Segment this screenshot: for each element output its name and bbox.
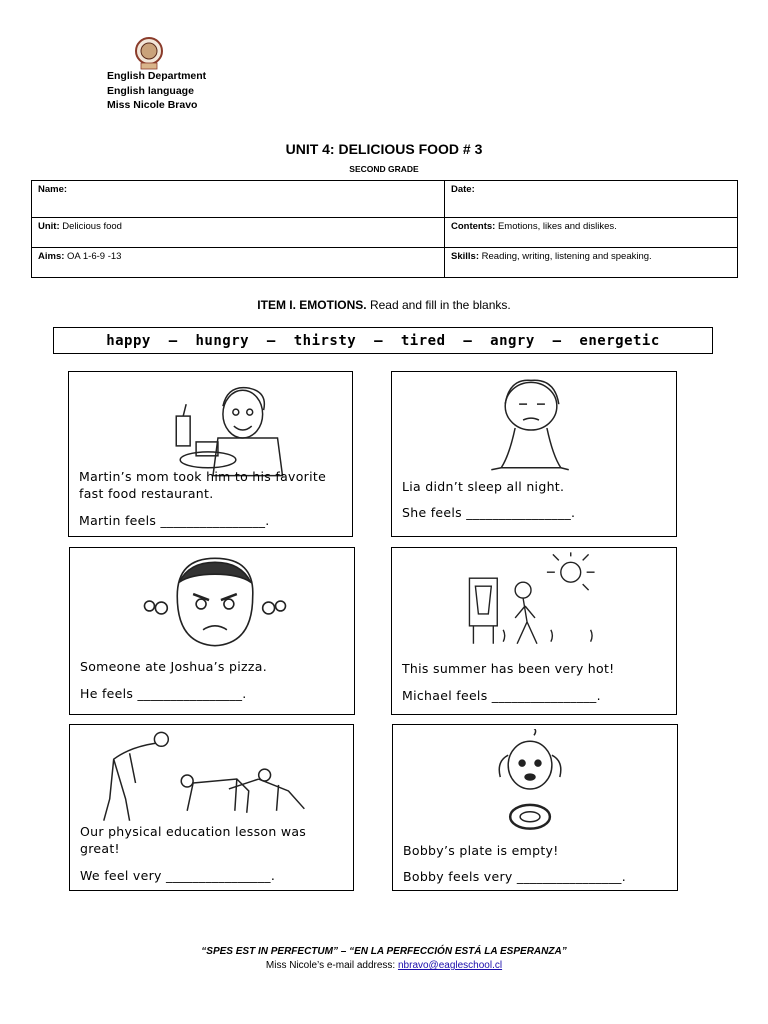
contents-label: Contents: [451, 221, 496, 232]
unit-value: Delicious food [62, 221, 122, 232]
skills-value: Reading, writing, listening and speaking. [481, 251, 652, 262]
card-sentence: Martin’s mom took him to his favorite fast food restaurant. [79, 469, 327, 501]
word-bank-text: happy – hungry – thirsty – tired – angry – energetic [106, 332, 660, 349]
student-info-table [31, 180, 738, 278]
date-label: Date: [451, 184, 475, 195]
card-sentence: Our physical education lesson was great! [80, 824, 307, 856]
card-sentence: Bobby’s plate is empty! [403, 843, 559, 858]
card-sentence: Someone ate Joshua’s pizza. [80, 659, 267, 674]
hot-summer-thirsty-man-illustration [392, 552, 676, 660]
item-heading-instructions: Read and fill in the blanks. [366, 298, 511, 312]
school-crest-logo [132, 36, 166, 70]
item-heading-bold: ITEM I. EMOTIONS. [257, 298, 367, 312]
school-motto: “SPES EST IN PERFECTUM” – “EN LA PERFECCIÓN ESTÁ LA ESPERANZA” [201, 946, 567, 957]
card-sentence: Lia didn’t sleep all night. [402, 479, 565, 494]
word-bank [53, 327, 713, 354]
date-cell[interactable] [445, 181, 738, 218]
skills-label: Skills: [451, 251, 479, 262]
contents-cell [445, 218, 738, 248]
card-sentence: This summer has been very hot! [402, 661, 615, 676]
aims-label: Aims: [38, 251, 65, 262]
email-link[interactable]: nbravo@eagleschool.cl [397, 960, 503, 971]
exercising-kids-illustration [70, 729, 353, 837]
item-heading [0, 298, 768, 312]
page-subtitle: SECOND GRADE [349, 164, 419, 174]
card-fill-blank[interactable]: We feel very ________________. [80, 868, 276, 883]
card-fill-blank[interactable]: Michael feels ________________. [402, 688, 601, 703]
exercise-card-joshua [69, 547, 355, 715]
card-fill-blank[interactable]: Martin feels ________________. [79, 513, 270, 528]
hungry-dog-empty-plate-illustration [393, 729, 677, 837]
tired-girl-illustration [392, 376, 676, 484]
unit-cell [32, 218, 445, 248]
page-title: UNIT 4: DELICIOUS FOOD # 3 [285, 141, 483, 157]
card-fill-blank[interactable]: She feels ________________. [402, 505, 576, 520]
aims-cell [32, 248, 445, 278]
contact-line [0, 960, 768, 971]
skills-cell [445, 248, 738, 278]
unit-label: Unit: [38, 221, 60, 232]
name-label: Name: [38, 184, 68, 195]
card-fill-blank[interactable]: He feels ________________. [80, 686, 247, 701]
teacher-label: Miss Nicole Bravo [107, 99, 198, 111]
angry-boy-illustration [70, 552, 354, 660]
exercise-card-pe-lesson [69, 724, 354, 891]
exercise-card-bobby [392, 724, 678, 891]
subject-label: English language [107, 85, 194, 97]
email-label: Miss Nicole’s e-mail address: [265, 960, 398, 971]
name-cell[interactable] [32, 181, 445, 218]
exercise-card-lia [391, 371, 677, 537]
card-fill-blank[interactable]: Bobby feels very ________________. [403, 869, 626, 884]
contents-value: Emotions, likes and dislikes. [497, 221, 617, 232]
exercise-card-martin [68, 371, 353, 537]
aims-value: OA 1-6-9 -13 [67, 251, 122, 262]
department-label: English Department [107, 70, 207, 82]
exercise-card-michael [391, 547, 677, 715]
